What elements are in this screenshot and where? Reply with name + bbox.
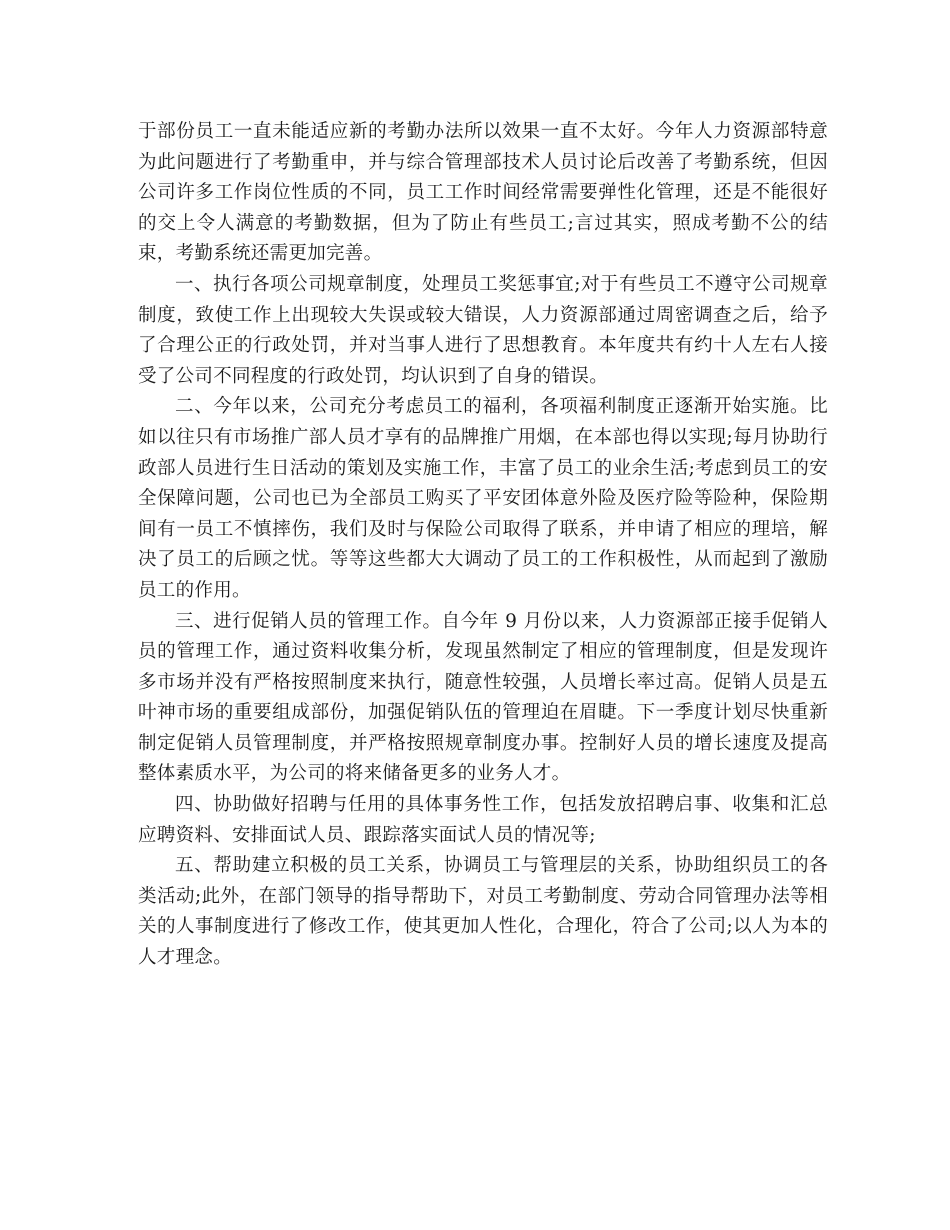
paragraph-continuation: 于部份员工一直未能适应新的考勤办法所以效果一直不太好。今年人力资源部特意为此问题进行了考勤重申，并与综合管理部技术人员讨论后改善了考勤系统，但因公司许多工作岗位性质的不同，员工工作时间经常需要弹性化管理，还是不能很好的交上令人满意的考勤数据，但为了防止有些员工;言过其实，照成考勤不公的结束，考勤系统还需更加完善。: [138, 121, 828, 265]
paragraph-item-5: 五、帮助建立积极的员工关系，协调员工与管理层的关系，协助组织员工的各类活动;此外，在部门领导的指导帮助下，对员工考勤制度、劳动合同管理办法等相关的人事制度进行了修改工作，使其更加人性化，合理化，符合了公司;以人为本的人才理念。: [138, 855, 828, 969]
document-body: [138, 117, 828, 974]
paragraph-item-1: 一、执行各项公司规章制度，处理员工奖惩事宜;对于有些员工不遵守公司规章制度，致使工作上出现较大失误或较大错误，人力资源部通过周密调查之后，给予了合理公正的行政处罚，并对当事人进行了思想教育。本年度共有约十人左右人接受了公司不同程度的行政处罚，均认识到了自身的错误。: [138, 273, 828, 387]
paragraph-item-4: 四、协助做好招聘与任用的具体事务性工作，包括发放招聘启事、收集和汇总应聘资料、安排面试人员、跟踪落实面试人员的情况等;: [138, 794, 828, 846]
paragraph-item-2: 二、今年以来，公司充分考虑员工的福利，各项福利制度正逐渐开始实施。比如以往只有市场推广部人员才享有的品牌推广用烟，在本部也得以实现;每月协助行政部人员进行生日活动的策划及实施工作，丰富了员工的业余生活;考虑到员工的安全保障问题，公司也已为全部员工购买了平安团体意外险及医疗险等险种，保险期间有一员工不慎摔伤，我们及时与保险公司取得了联系，并申请了相应的理培，解决了员工的后顾之忧。等等这些都大大调动了员工的工作积极性，从而起到了激励员工的作用。: [138, 396, 828, 601]
paragraph-item-3: 三、进行促销人员的管理工作。自今年 9 月份以来，人力资源部正接手促销人员的管理工作，通过资料收集分析，发现虽然制定了相应的管理制度，但是发现许多市场并没有严格按照制度来执行，随意性较强，人员增长率过高。促销人员是五叶神市场的重要组成部份，加强促销队伍的管理迫在眉睫。下一季度计划尽快重新制定促销人员管理制度，并严格按照规章制度办事。控制好人员的增长速度及提高整体素质水平，为公司的将来储备更多的业务人才。: [138, 610, 828, 785]
